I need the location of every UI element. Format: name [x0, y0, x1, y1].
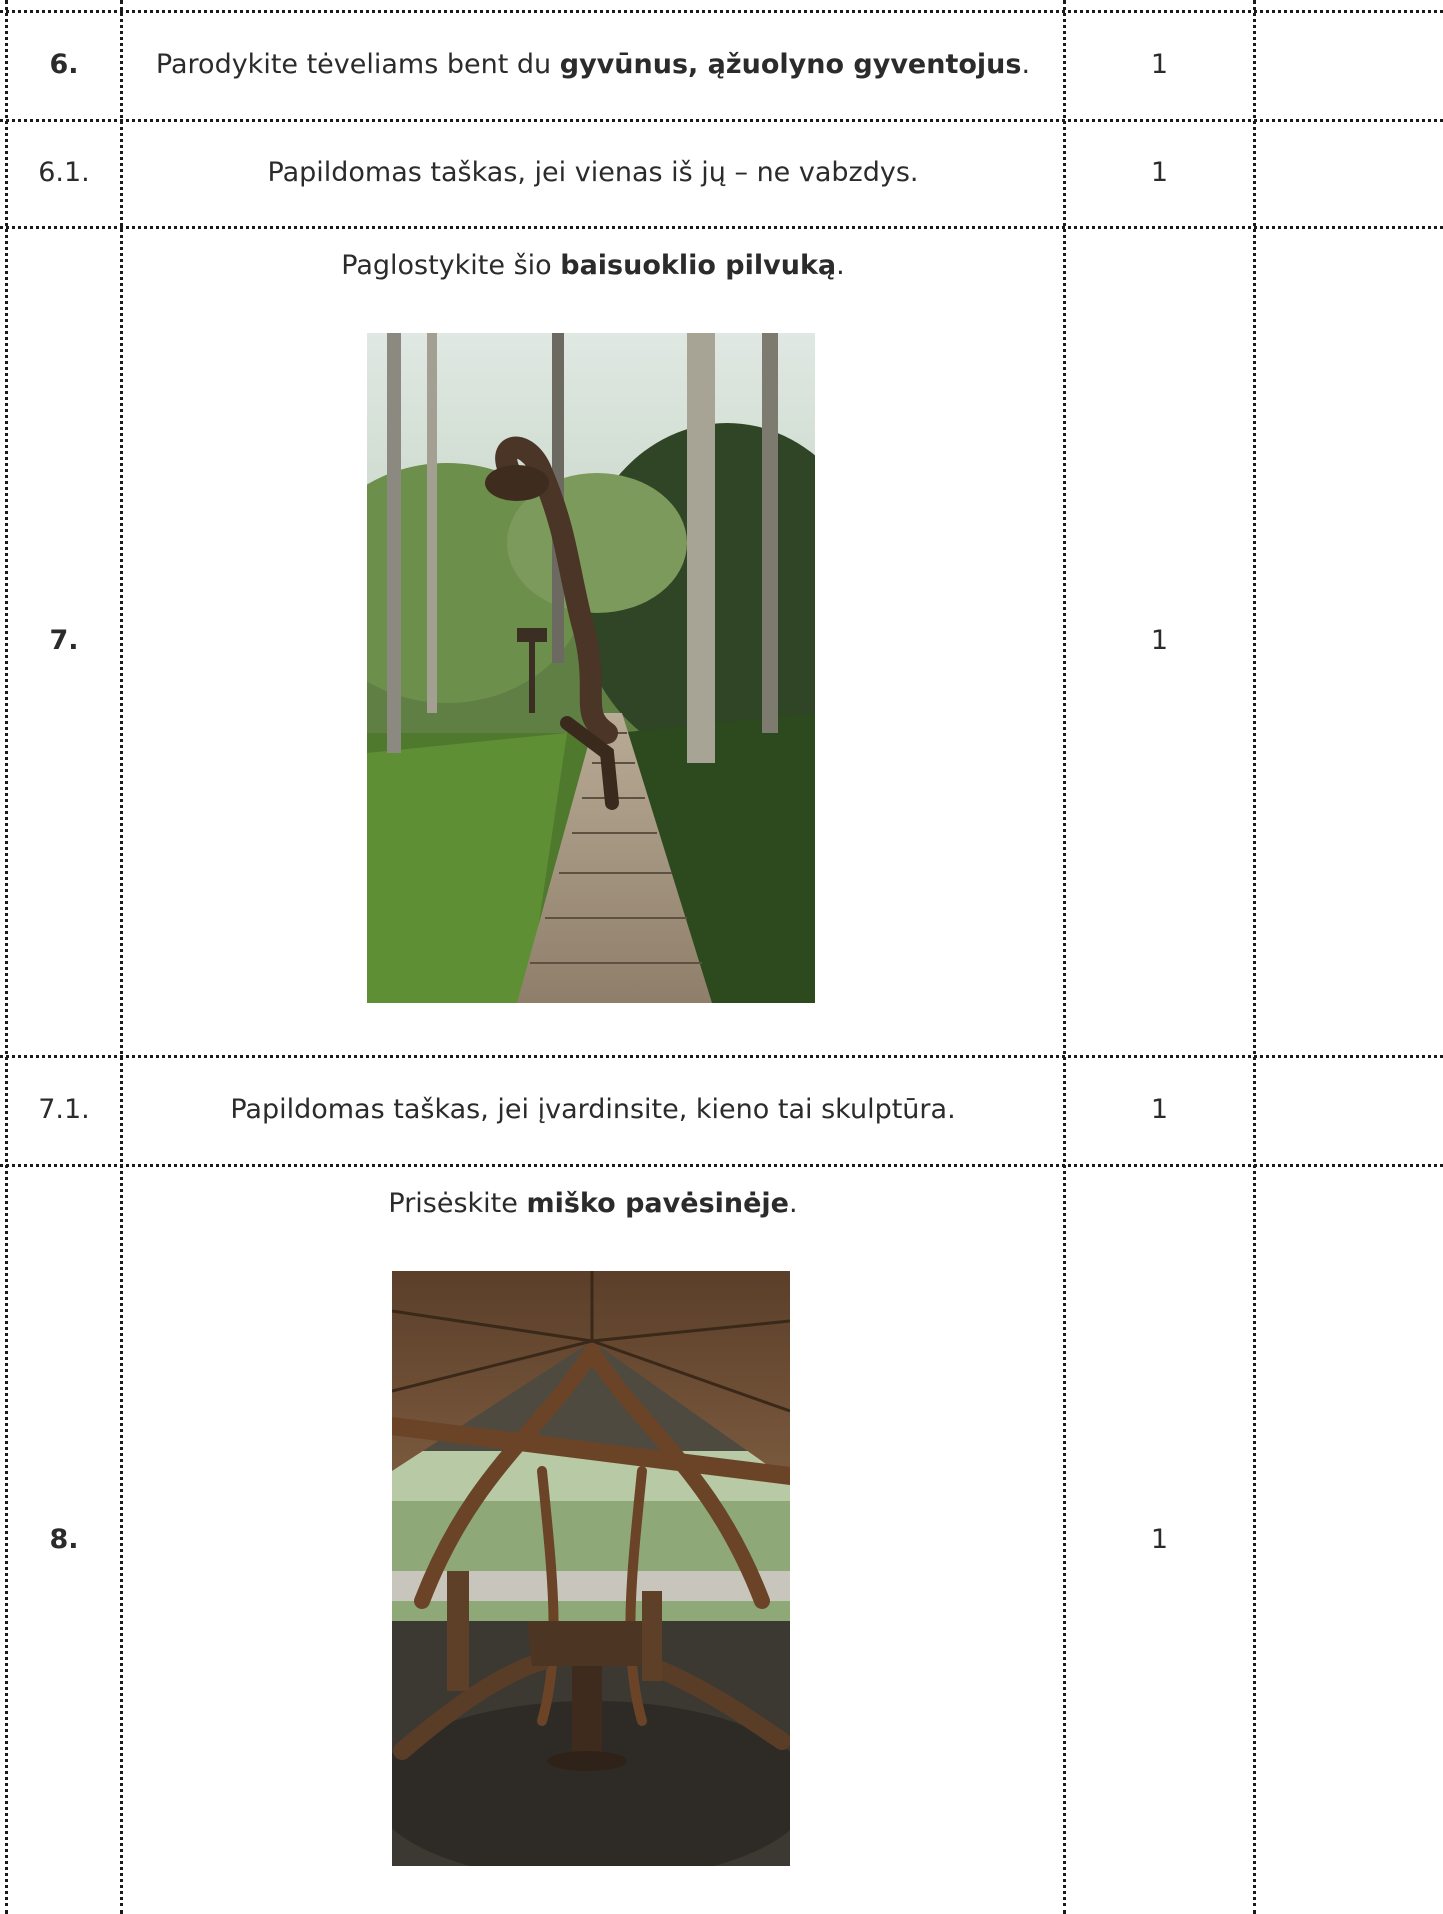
task-text-plain: Parodykite tėveliams bent du: [155, 49, 560, 80]
task-text-end: .: [789, 1187, 798, 1219]
wooden-snake-sculpture-photo: [367, 333, 815, 1003]
task-number: 7.1.: [38, 1094, 90, 1125]
task-points: 1: [1150, 49, 1169, 80]
task-description: [123, 1178, 1063, 1228]
task-number: 7.: [49, 625, 79, 656]
task-number: 8.: [49, 1523, 79, 1555]
task-points: 1: [1150, 1094, 1169, 1125]
task-text-end: .: [836, 249, 845, 281]
task-points: 1: [1150, 157, 1169, 188]
task-number: 6.: [49, 49, 79, 80]
task-description: [123, 240, 1063, 290]
task-text-bold: miško pavėsinėje: [526, 1187, 789, 1219]
task-description: [123, 10, 1063, 119]
task-description: Papildomas taškas, jei įvardinsite, kieno tai skulptūra.: [230, 1094, 956, 1125]
task-points: 1: [1150, 1523, 1169, 1555]
task-text-plain: Prisėskite: [388, 1187, 527, 1219]
task-text-plain: Paglostykite šio: [341, 249, 561, 281]
task-text-end: .: [1021, 49, 1031, 80]
task-text-bold: baisuoklio pilvuką: [560, 249, 837, 281]
wooden-gazebo-photo: [392, 1271, 790, 1866]
task-description: Papildomas taškas, jei vienas iš jų – ne vabzdys.: [267, 157, 919, 188]
task-points: 1: [1150, 625, 1169, 656]
task-number: 6.1.: [38, 157, 90, 188]
table-border-col3: [1253, 0, 1256, 1914]
task-text-bold: gyvūnus, ąžuolyno gyventojus: [559, 49, 1022, 80]
